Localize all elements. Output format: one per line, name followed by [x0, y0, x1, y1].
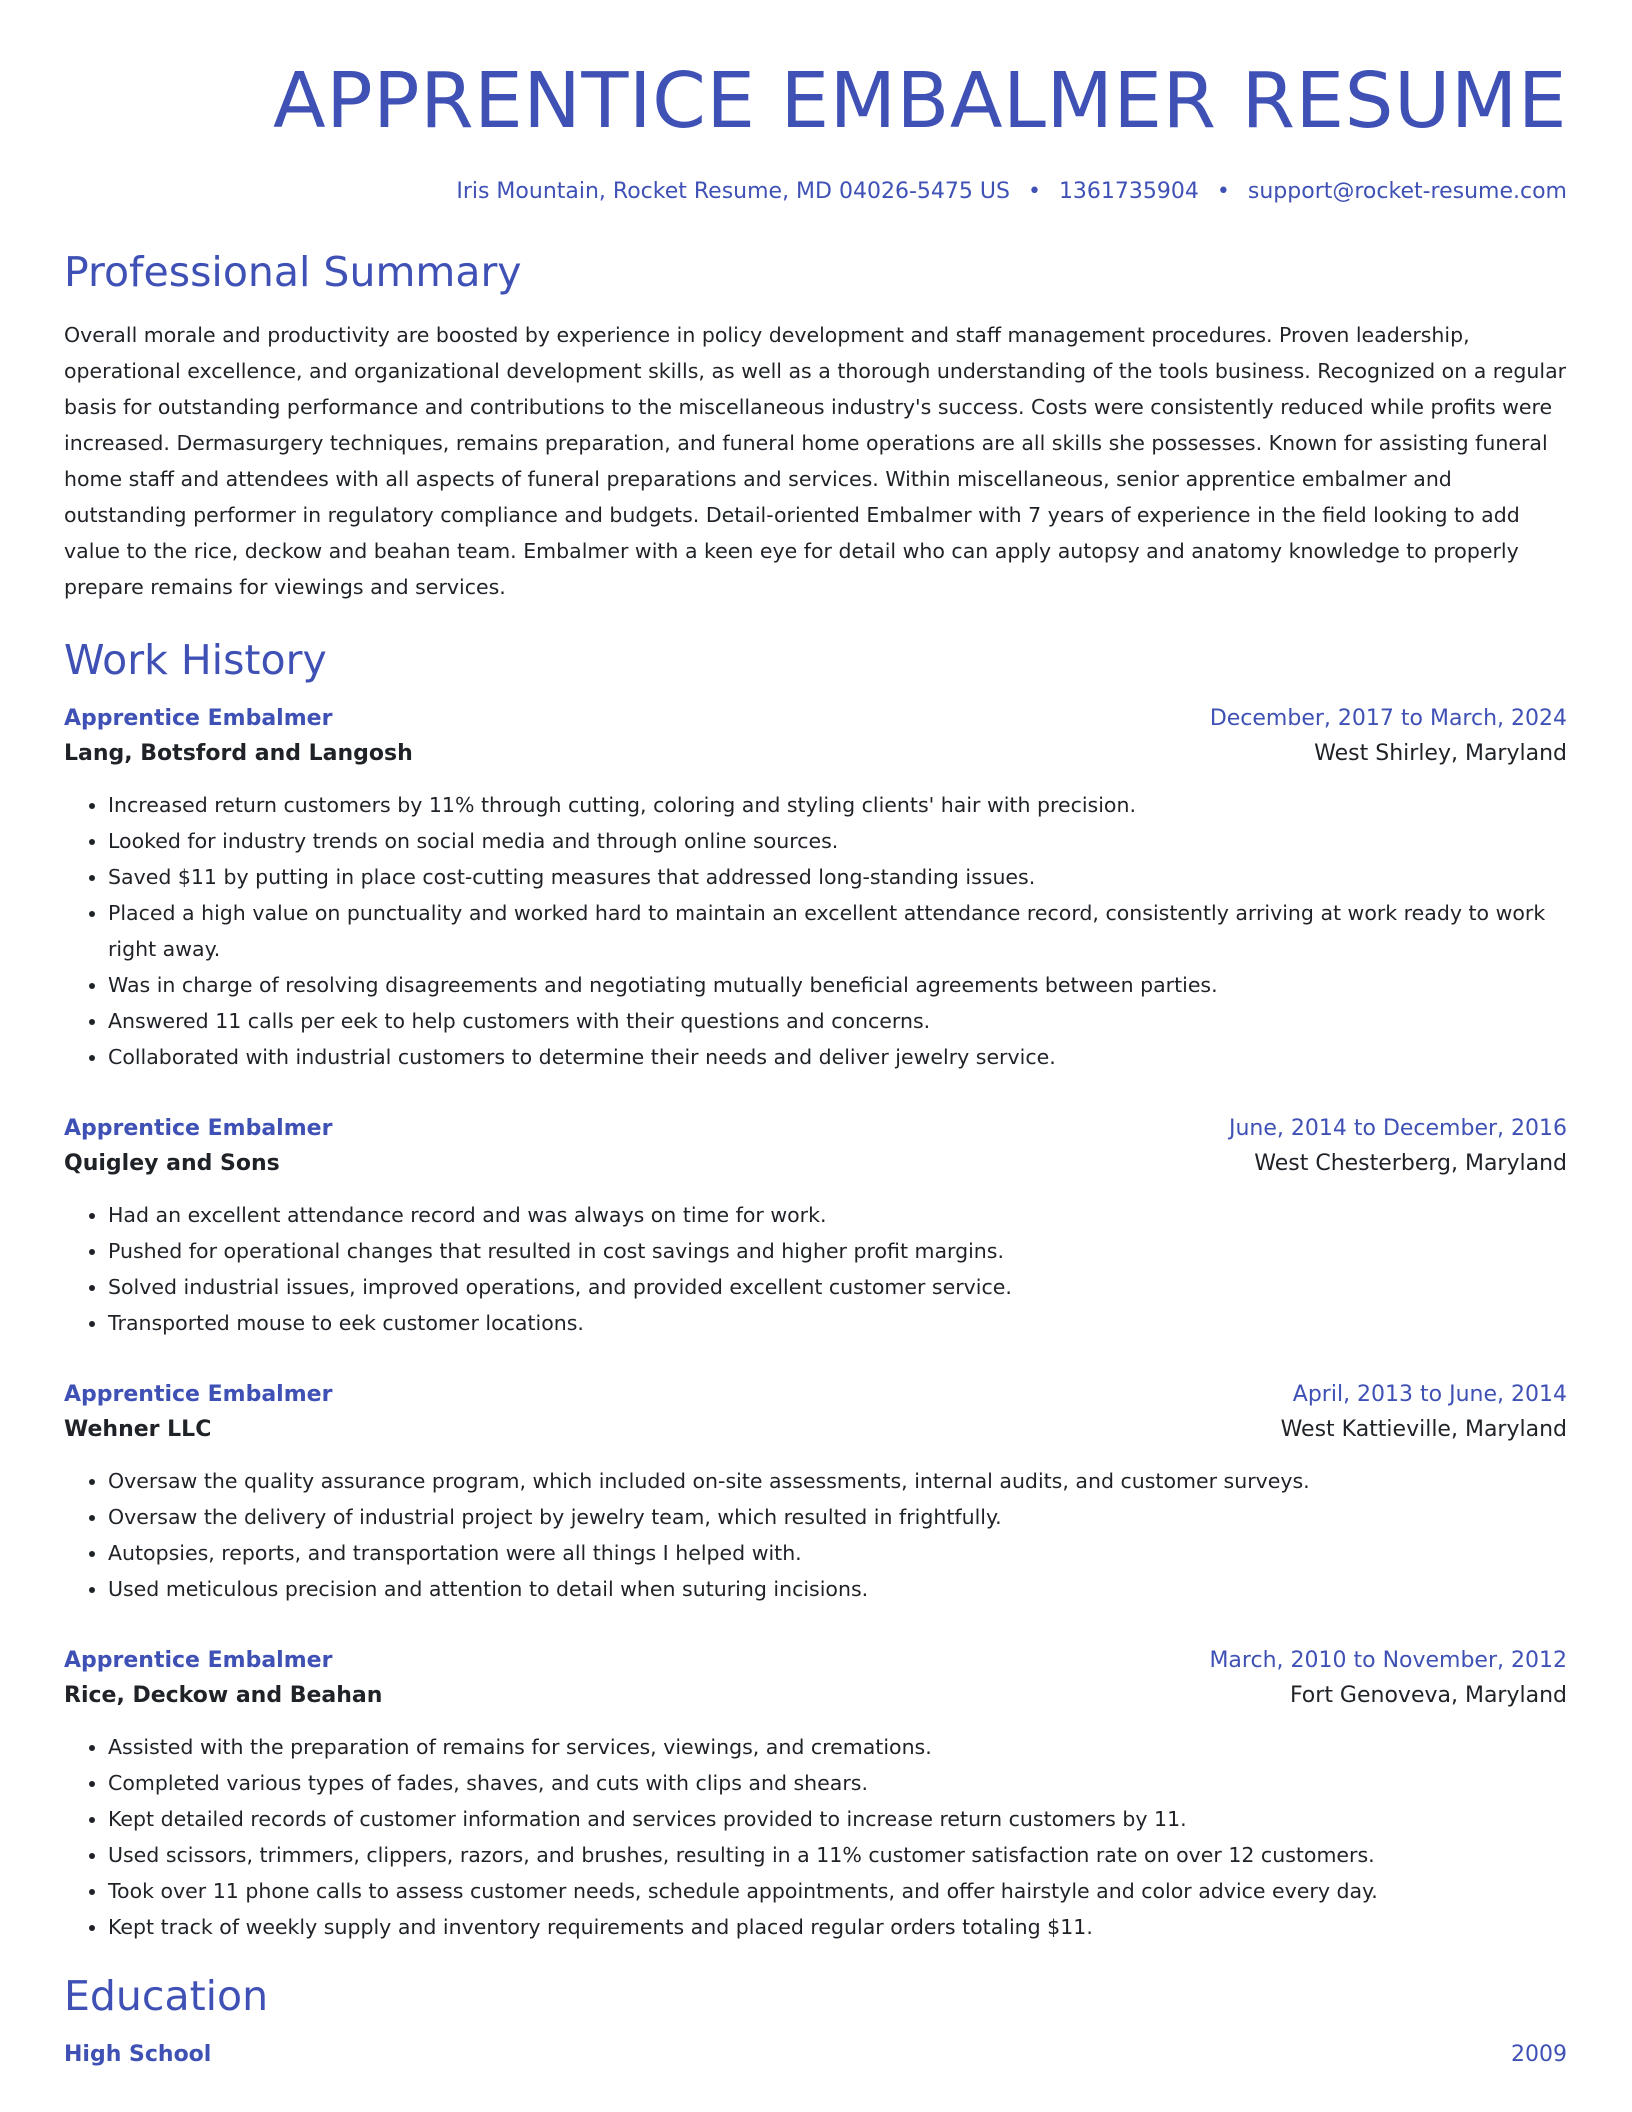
job-bullet: • Transported mouse to eek customer locations. [108, 1305, 1567, 1341]
work-history-list [64, 703, 1567, 1945]
summary-text: Overall morale and productivity are boosted by experience in policy development and staff management procedures. Proven leadership, operational excellence, and organizational development skills, as well as a thorough understanding of the tools business. Recognized on a regular basis for outstanding performance and contributions to the miscellaneous industry's success. Costs were consistently reduced while profits were increased. Dermasurgery techniques, remains preparation, and funeral home operations are all skills she possesses. Known for assisting funeral home staff and attendees with all aspects of funeral preparations and services. Within miscellaneous, senior apprentice embalmer and outstanding performer in regulatory compliance and budgets. Detail-oriented Embalmer with 7 years of experience in the field looking to add value to the rice, deckow and beahan team. Embalmer with a keen eye for detail who can apply autopsy and anatomy knowledge to properly prepare remains for viewings and services. [64, 323, 1567, 599]
contact-line [64, 177, 1567, 207]
job-bullet: • Kept track of weekly supply and inventory requirements and placed regular orders totaling $11. [108, 1909, 1567, 1945]
job-company-row [64, 1411, 1567, 1449]
job-title: Apprentice Embalmer [64, 1116, 333, 1141]
job-company: Quigley and Sons [64, 1151, 280, 1176]
contact-separator: • [1216, 179, 1230, 204]
job-bullet-list [64, 1197, 1567, 1341]
resume-page [64, 0, 1567, 2071]
job-bullet-list [64, 787, 1567, 1075]
job-dates: March, 2010 to November, 2012 [1209, 1648, 1567, 1673]
job-bullet: • Looked for industry trends on social media and through online sources. [108, 823, 1567, 859]
job-bullet: • Assisted with the preparation of remains for services, viewings, and cremations. [108, 1729, 1567, 1765]
job-location: West Chesterberg, Maryland [1254, 1151, 1567, 1176]
job-bullet: • Autopsies, reports, and transportation were all things I helped with. [108, 1535, 1567, 1571]
resume-title: APPRENTICE EMBALMER RESUME [273, 57, 1567, 146]
job-dates: April, 2013 to June, 2014 [1292, 1382, 1567, 1407]
job-entry [64, 703, 1567, 1075]
education-heading: Education [64, 1972, 269, 2020]
contact-separator: • [1027, 179, 1041, 204]
job-entry [64, 1113, 1567, 1341]
job-bullet: • Collaborated with industrial customers to determine their needs and deliver jewelry service. [108, 1039, 1567, 1075]
job-bullet-list [64, 1729, 1567, 1945]
job-title: Apprentice Embalmer [64, 706, 333, 731]
job-company-row [64, 1677, 1567, 1715]
job-entry [64, 1645, 1567, 1945]
job-bullet: • Kept detailed records of customer information and services provided to increase return customers by 11. [108, 1801, 1567, 1837]
job-bullet: • Used scissors, trimmers, clippers, razors, and brushes, resulting in a 11% customer satisfaction rate on over 12 customers. [108, 1837, 1567, 1873]
job-company: Lang, Botsford and Langosh [64, 741, 413, 766]
education-entry [64, 2039, 1567, 2071]
job-header-row [64, 1379, 1567, 1411]
job-bullet: • Had an excellent attendance record and was always on time for work. [108, 1197, 1567, 1233]
job-company: Wehner LLC [64, 1417, 212, 1442]
job-bullet: • Oversaw the delivery of industrial project by jewelry team, which resulted in frightfully. [108, 1499, 1567, 1535]
job-header-row [64, 1645, 1567, 1677]
job-bullet: • Oversaw the quality assurance program, which included on-site assessments, internal audits, and customer surveys. [108, 1463, 1567, 1499]
job-bullet: • Used meticulous precision and attention to detail when suturing incisions. [108, 1571, 1567, 1607]
job-bullet: • Pushed for operational changes that resulted in cost savings and higher profit margins. [108, 1233, 1567, 1269]
contact-phone: 1361735904 [1058, 179, 1199, 204]
job-location: West Kattieville, Maryland [1280, 1417, 1567, 1442]
job-header-row [64, 1113, 1567, 1145]
job-bullet-list [64, 1463, 1567, 1607]
job-dates: June, 2014 to December, 2016 [1228, 1116, 1567, 1141]
job-location: West Shirley, Maryland [1314, 741, 1567, 766]
education-degree: High School [64, 2042, 212, 2067]
job-title: Apprentice Embalmer [64, 1382, 333, 1407]
summary-heading: Professional Summary [64, 248, 522, 296]
job-title: Apprentice Embalmer [64, 1648, 333, 1673]
job-entry [64, 1379, 1567, 1607]
job-header-row [64, 703, 1567, 735]
job-bullet: • Increased return customers by 11% through cutting, coloring and styling clients' hair with precision. [108, 787, 1567, 823]
education-year: 2009 [1511, 2042, 1567, 2067]
job-company-row [64, 735, 1567, 773]
job-bullet: • Completed various types of fades, shaves, and cuts with clips and shears. [108, 1765, 1567, 1801]
job-bullet: • Was in charge of resolving disagreements and negotiating mutually beneficial agreements between parties. [108, 967, 1567, 1003]
job-bullet: • Placed a high value on punctuality and worked hard to maintain an excellent attendance record, consistently arriving at work ready to work right away. [108, 895, 1567, 967]
work-history-heading: Work History [64, 636, 327, 684]
job-company-row [64, 1145, 1567, 1183]
job-company: Rice, Deckow and Beahan [64, 1683, 383, 1708]
contact-address: Iris Mountain, Rocket Resume, MD 04026-5475 US [456, 179, 1010, 204]
job-bullet: • Took over 11 phone calls to assess customer needs, schedule appointments, and offer hairstyle and color advice every day. [108, 1873, 1567, 1909]
contact-email[interactable]: support@rocket-resume.com [1247, 179, 1567, 204]
job-location: Fort Genoveva, Maryland [1289, 1683, 1567, 1708]
job-dates: December, 2017 to March, 2024 [1209, 706, 1567, 731]
job-bullet: • Saved $11 by putting in place cost-cutting measures that addressed long-standing issues. [108, 859, 1567, 895]
job-bullet: • Answered 11 calls per eek to help customers with their questions and concerns. [108, 1003, 1567, 1039]
job-bullet: • Solved industrial issues, improved operations, and provided excellent customer service. [108, 1269, 1567, 1305]
